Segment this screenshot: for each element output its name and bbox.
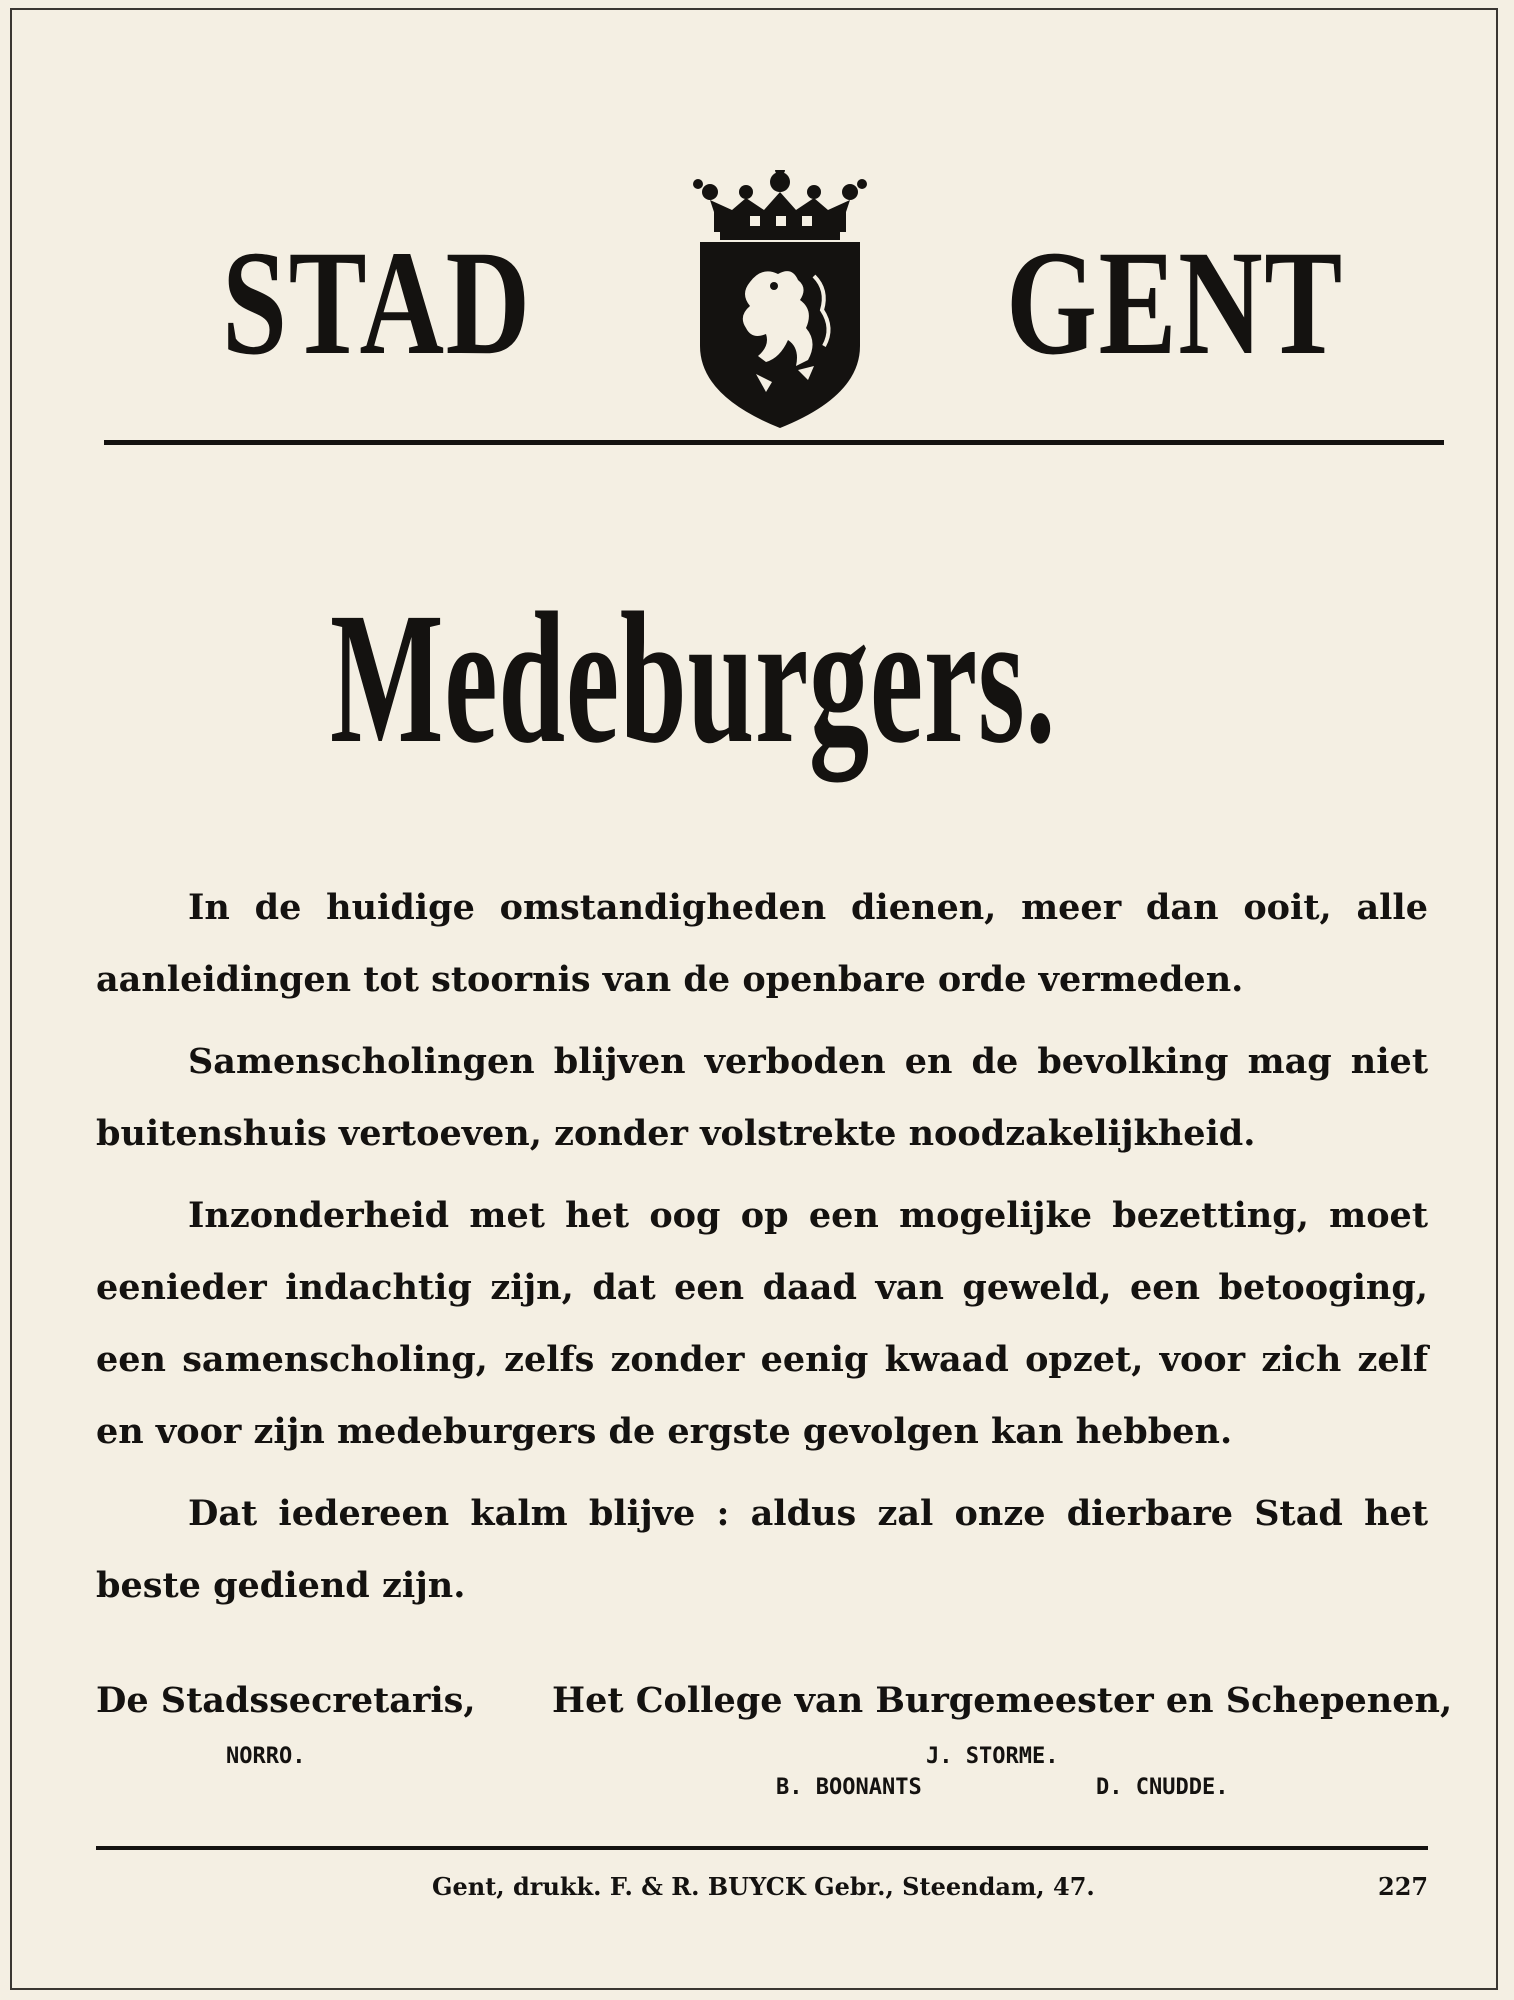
secretary-name: NORRO. <box>226 1744 306 1769</box>
paragraph-1: In de huidige omstandigheden dienen, meer dan ooit, alle aanleidingen tot stoornis van de openbare orde vermeden. <box>96 887 1428 1000</box>
header-rule <box>104 440 1444 445</box>
poster-header <box>0 0 1514 440</box>
college-title: Het College van Burgemeester en Schepenen, <box>552 1680 1453 1721</box>
poster-number: 227 <box>1378 1872 1429 1901</box>
printer-imprint: Gent, drukk. F. & R. BUYCK Gebr., Steendam, 47. <box>432 1872 1095 1901</box>
college-name-cnudde: D. CNUDDE. <box>1096 1775 1229 1800</box>
college-name-boonants: B. BOONANTS <box>776 1775 922 1800</box>
header-gent: GENT <box>1006 220 1344 386</box>
page-title: Medeburgers. <box>330 573 1057 782</box>
footer-rule <box>96 1846 1428 1850</box>
secretary-title: De Stadssecretaris, <box>96 1680 476 1721</box>
ghent-coat-of-arms-icon <box>680 170 880 430</box>
paragraph-3: Inzonderheid met het oog op een mogelijke bezetting, moet eenieder indachtig zijn, dat een daad van geweld, een betooging, een samenscholing, zelfs zonder eenig kwaad opzet, voor zich zelf en voor zijn medeburgers de ergste gevolgen kan hebben. <box>96 1195 1428 1452</box>
header-stad: STAD <box>222 220 532 386</box>
proclamation-text <box>96 872 1428 1632</box>
paragraph-2: Samenscholingen blijven verboden en de bevolking mag niet buitenshuis vertoeven, zonder volstrekte noodzakelijkheid. <box>96 1041 1428 1154</box>
college-name-storme: J. STORME. <box>926 1744 1059 1769</box>
paragraph-4: Dat iedereen kalm blijve : aldus zal onze dierbare Stad het beste gediend zijn. <box>96 1493 1428 1606</box>
